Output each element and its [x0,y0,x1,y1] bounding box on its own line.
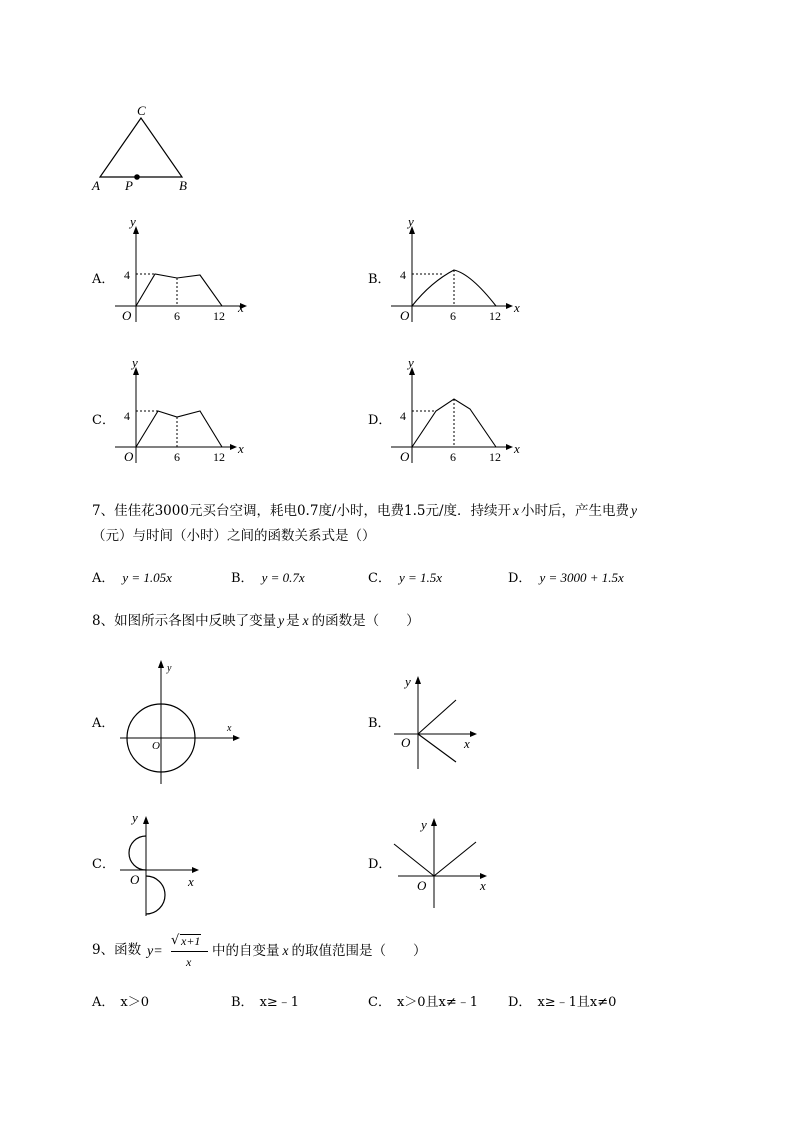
axis-y-label: y [132,355,138,370]
label-c: C [137,103,146,118]
axis-y-label: y [408,355,414,370]
q7-text: 小时后，产生电费 [521,503,630,519]
q6-graph-d [386,353,531,465]
q8-option-d-letter[interactable]: D． [368,857,392,872]
tick-6: 6 [174,450,180,464]
axis-y-label: y [132,810,138,825]
q9-option-b[interactable]: B． x≥﹣1 [231,995,300,1010]
q7-question-line1 [92,504,637,519]
q9-var-x: x [282,943,289,958]
q9-question-rest: 中的自变量 x 的取值范围是（ ） [212,943,427,959]
axis-x-label: x [464,736,470,751]
q7-option-c[interactable]: C． y = 1.5x [368,570,443,586]
axis-x-label: x [227,723,232,734]
q8-var-x: x [302,613,309,628]
q6-option-c-letter[interactable]: C． [92,413,115,428]
axis-y-label: y [405,674,411,689]
q8-graph-d [390,812,500,912]
q8-option-c-letter[interactable]: C． [92,857,115,872]
q6-option-b-letter[interactable]: B． [368,272,391,287]
origin-label: O [152,740,160,752]
q8-option-b-letter[interactable]: B． [368,716,391,731]
axis-x-label: x [514,300,520,315]
q7-option-b[interactable]: B． y = 0.7x [231,570,305,586]
tick-6: 6 [450,450,456,464]
tick-4: 4 [400,409,406,423]
q7-question-line2: （元）与时间（小时）之间的函数关系式是（） [92,528,376,544]
label-b: B [179,178,187,193]
q7-text: 度/小时，电费 [318,503,404,519]
axis-y-label: y [130,214,136,229]
origin-label: O [122,308,132,323]
q9-option-a[interactable]: A． x＞0 [92,995,149,1010]
q7-number: 1.5 [404,503,426,519]
q8-graph-b [390,672,490,772]
tick-12: 12 [213,450,225,464]
triangle-figure [88,100,203,195]
q7-option-d[interactable]: D． y = 3000 + 1.5x [508,570,624,586]
q9-func-lhs: y= [147,944,163,959]
tick-4: 4 [124,409,130,423]
axis-y-label: y [421,817,427,832]
q6-option-d-letter[interactable]: D． [368,413,392,428]
origin-label: O [417,878,427,893]
q7-var-y: y [631,503,638,518]
q9-function [147,930,217,970]
tick-12: 12 [489,450,501,464]
q8-var-y: y [278,613,285,628]
label-p: P [125,178,133,193]
q6-graph-b [386,212,531,324]
tick-6: 6 [174,309,180,323]
q8-graph-c [112,806,212,918]
axis-x-label: x [480,878,486,893]
axis-x-label: x [238,441,244,456]
q8-question: 8、如图所示各图中反映了变量 y 是 x 的函数是（ ） [92,613,420,629]
origin-label: O [130,872,140,887]
q7-number: 0.7 [296,503,319,519]
q9-option-d[interactable]: D． x≥﹣1且x≠0 [508,995,617,1010]
origin-label: O [401,735,411,750]
fraction-bar [171,951,208,952]
q8-graph-a [115,656,245,786]
axis-x-label: x [514,441,520,456]
q7-var-x: x [513,503,520,518]
tick-4: 4 [124,268,130,282]
q6-graph-c [110,353,255,465]
q8-option-a-letter[interactable]: A． [92,716,115,731]
tick-12: 12 [489,309,501,323]
q9-question: 9、函数 [92,942,142,958]
tick-6: 6 [450,309,456,323]
axis-x-label: x [188,874,194,889]
axis-y-label: y [408,214,414,229]
q6-graph-a [110,212,255,324]
tick-4: 4 [400,268,406,282]
q9-denominator: x [186,955,192,969]
q7-number: 3000 [154,503,189,519]
q7-text: 7、佳佳花 [92,503,155,519]
origin-label: O [124,449,134,464]
q7-text: 元买台空调，耗电 [188,503,297,519]
q7-text: 元/度．持续开 [425,503,512,519]
origin-label: O [400,308,410,323]
axis-x-label: x [238,300,244,315]
label-a: A [92,178,100,193]
origin-label: O [400,449,410,464]
q9-option-c[interactable]: C． x＞0且x≠﹣1 [368,995,479,1010]
tick-12: 12 [213,309,225,323]
q9-numerator: x+1 [181,934,201,948]
q6-option-a-letter[interactable]: A． [92,272,115,287]
q7-option-a[interactable]: A． y = 1.05x [92,570,172,586]
axis-y-label: y [167,663,172,674]
sqrt-icon: √ [171,933,180,948]
